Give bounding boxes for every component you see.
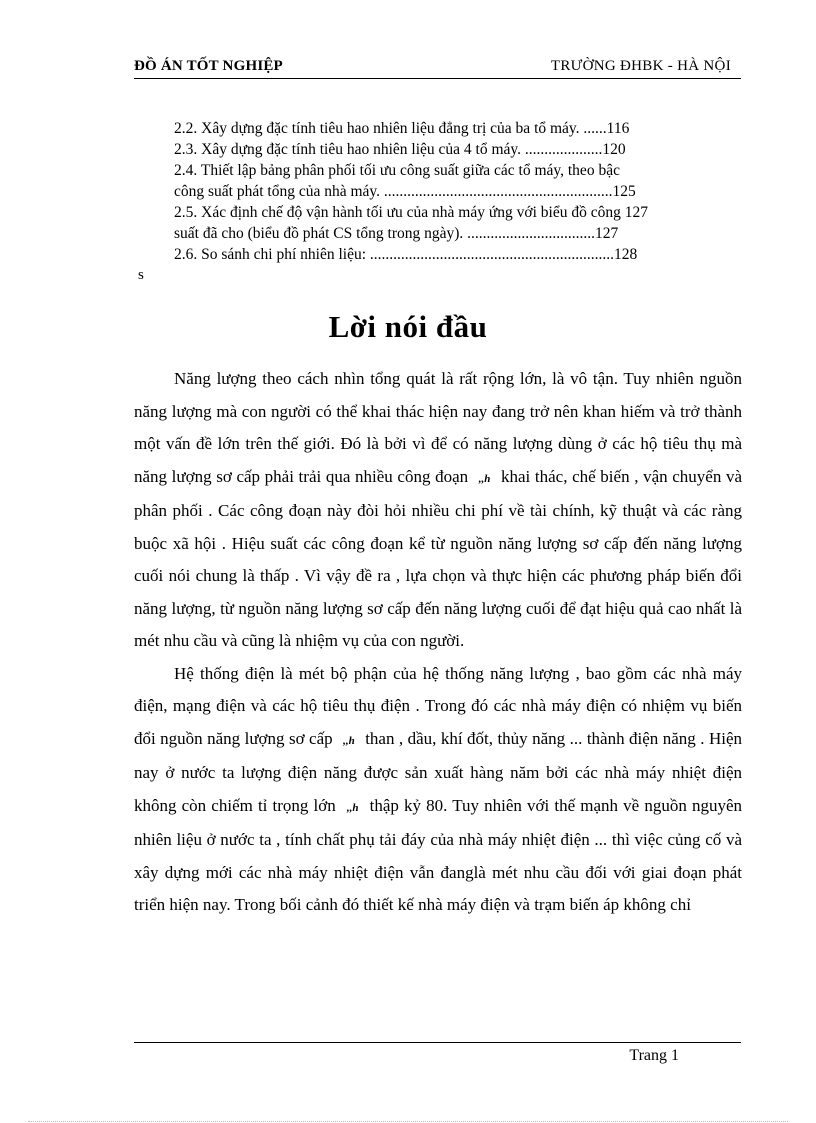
paragraph-2: [134, 658, 742, 922]
page-footer: [134, 1042, 741, 1064]
paragraph-1: [134, 363, 742, 658]
toc-line: 2.3. Xây dựng đặc tính tiêu hao nhiên liệu của 4 tổ máy. ....................120: [174, 141, 626, 158]
paragraph-text: Hệ thống điện là mét bộ phận của hệ thống năng lượng , bao gồm các nhà máy điện, mạng điện và các hộ tiêu thụ điện . Trong đó các nhà máy điện có nhiệm vụ biến đổi nguồn năng lượng sơ cấp: [134, 663, 742, 748]
page-header: [134, 56, 741, 79]
toc-line: công suất phát tổng của nhà máy. ...........................................................125: [174, 183, 636, 200]
marker-glyph: ,,h: [346, 801, 359, 814]
section-title: Lời nói đầu: [328, 309, 488, 344]
paragraph-text: than , dầu, khí đốt, thủy năng ... thành điện năng . Hiện nay ở nước ta lượng điện năng được sản xuất hàng năm bởi các nhà máy nhiệt điện không còn chiếm tỉ trọng lớn: [134, 728, 742, 815]
stray-character: s: [138, 267, 144, 283]
marker-glyph: ,,h: [478, 472, 491, 485]
table-of-contents: [174, 118, 766, 265]
body-text: [134, 363, 742, 922]
paragraph-text: khai thác, chế biến , vận chuyển và phân phối . Các công đoạn này đòi hỏi nhiều chi phí về tài chính, kỹ thuật và các ràng buộc xã hội . Hiệu suất các công đoạn kể từ nguồn năng lượng sơ cấp đến năng lượng cuối nói chung là thấp . Vì vậy đề ra , lựa chọn và thực hiện các phương pháp biến đổi năng lượng, từ nguồn năng lượng sơ cấp đến năng lượng cuối để đạt hiệu quả cao nhất là mét nhu cầu và cũng là nhiệm vụ của con người.: [134, 466, 742, 650]
toc-line: 2.6. So sánh chi phí nhiên liệu: ...............................................................128: [174, 246, 638, 263]
header-university: TRƯỜNG ĐHBK - HÀ NỘI: [550, 58, 731, 74]
paragraph-text: Năng lượng theo cách nhìn tổng quát là rất rộng lớn, là vô tận. Tuy nhiên nguồn năng lượng mà con người có thể khai thác hiện nay đang trở nên khan hiếm và trở thành một vấn đề lớn trên thế giới. Đó là bởi vì để có năng lượng dùng ở các hộ tiêu thụ mà năng lượng sơ cấp phải trải qua nhiều công đoạn: [134, 369, 742, 486]
bottom-divider: [28, 1121, 788, 1122]
header-project-title: ĐỒ ÁN TỐT NGHIỆP: [134, 58, 283, 74]
toc-line: 2.2. Xây dựng đặc tính tiêu hao nhiên liệu đẳng trị của ba tổ máy. ......116: [174, 120, 630, 137]
paragraph-text: thập kỷ 80. Tuy nhiên với thế mạnh về nguồn nguyên nhiên liệu ở nước ta , tính chất phụ tải đáy của nhà máy nhiệt điện ... thì việc củng cố và xây dựng mới các nhà máy nhiệt điện vẫn đanglà mét nhu cầu đối với giai đoạn phát triển hiện nay. Trong bối cảnh đó thiết kế nhà máy điện và trạm biến áp không chỉ: [134, 795, 742, 914]
toc-line: suất đã cho (biểu đồ phát CS tổng trong ngày). .................................127: [174, 225, 619, 242]
toc-line: 2.5. Xác định chế độ vận hành tối ưu của nhà máy ứng với biểu đồ công 127: [174, 204, 648, 221]
toc-line: 2.4. Thiết lập bảng phân phối tối ưu công suất giữa các tổ máy, theo bậc: [174, 162, 620, 179]
marker-glyph: ,,h: [343, 734, 355, 747]
page-number: Trang 1: [629, 1047, 679, 1064]
